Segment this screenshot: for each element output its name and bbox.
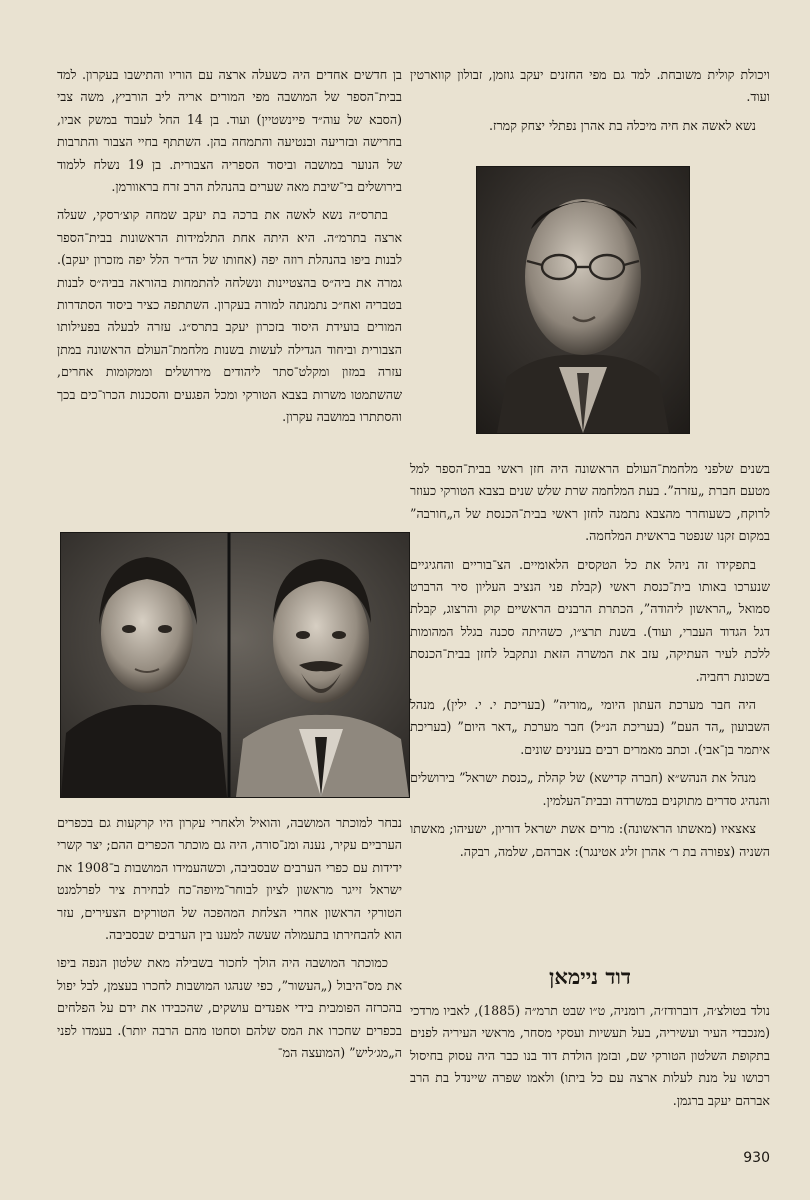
paragraph: בתרס״ה נשא לאשה את ברכה בת יעקב שמחה קוצ׳רסקי, שעלה ארצה בתרמ״ה. היא היתה אחת התלמידות הראשונות בבית־הספר לבנות ביפו בהנהלת רוזה יפה (אחותו של הד״ר הלל יפה מזכרון יעקב). גמרה את ביה״ס בהצטיינות ונשלחה להתמחות בהוראה בביה״ס לבנות בטבריה ואח״כ נתמנתה למורה בעקרון. השתתפה כציר ביסוד הסתדרות המורים בועידת היסוד בזכרון יעקב בתרס״ג. עזרה לבעלה בפעילותו הצבורית וביחוד הגדילה לעשות בשנות מלחמת־העולם הראשונה במתן עזרה במזון ומקלט־סתר ליהודים מירושלים וממקומות אחרים, שהשתמטו משרות בצבא הטורקי ומכל הפגעים והסכנות הכרו־כים בכך והסתתרו במושבה עקרון. [57, 207, 402, 425]
paragraph: מנהל את הנהש״א (חברה קדישא) של קהלת „כנסת ישראל” בירושלים והנהיג סדרים מתוקנים במשרדה ובבית־העלמין. [410, 770, 770, 808]
paragraph: ויכולת קולית משובחת. למד גם מפי החזנים יעקב גוזמן, זבולון קווארטין ועוד. [410, 67, 770, 105]
paragraph: כמוכתר המושבה היה הולך לחכור בשבילה מאת שלטון הנפה ביפו את מס־היבול („העשור”, כפי שנהגו המושבות לחכרו בעצמן, לבל יפול בהכרזה הפומבית בידי אפנדים עושקים, שהכבידו את ידם על הפלחים בכפרים שחכרו את המס שלהם וסחטו מהם הרבה יותר). בעמדו לפני ה„מג׳ליש” (המועצה המ־ [57, 955, 402, 1061]
paragraph: בתפקידו זה ניהל את כל הטקסים הלאומיים. הצ־בוריים והחגיגיים שנערכו באותו בית־כנסת ראשי (קבלת פני הנציב העליון סיר הרברט סמואל „הראשון ליהודה”, הכתרת הרבנים הראשיים קוק והרצוג, קבלת דגל הגדוד העברי, ועוד). בשנת תרצ״ו, כשהיתה סכנה בגלל המהומות ללכת לעיר העתיקה, עזב את המשרה הזאת ונתקבל לחזן בבית־הכנסת בשכונת רחביה. [410, 556, 770, 684]
paragraph: נבחר למוכתר המושבה, והואיל ולאחרי עקרון היו קרקעות גם בכפרים הערביים עקיר, נענה ומנ־סורה, היה גם מוכתר הכפרים ההם; יצר קשרי ידידות עם כפרי הערבים שבסביבה, וכשהעמידו המושבות ב־1908 את ישראל זייגר מראשון לציון לבוחר־מיופה־כח לבחירת ציר לפרלמנט הטורקי הראשון אחרי הצלחת המהפכה של הטורקים הצעירים, עזר הוא להבחירתו בתעמולה שעשה למענו בין הערבים שבסביבה. [57, 815, 402, 943]
paragraph: בן חדשים אחדים היה כשעלה ארצה עם הוריו והתישבו בעקרון. למד בבית־הספר של המושבה מפי המורים אריה ליב הורביץ, משה צבי (הסבא של עוה״ד פיינשטיין) ועוד. בן 14 החל לעבוד במשק אביו, בחרישה ובזריעה ובנטיעה והתמחה בהן. השתתף בחיי הצבור והתרבות של הנוער במושבה וביסוד הספריה הצבורית. בן 19 נשלח ללמוד בירושלים בי־שיבת מאה שערים בהנהלת הרב זרח בראוורמן. [57, 67, 403, 195]
paragraph: נשא לאשה את חיה מיכלה בת אהרן נפתלי יצחק קמרז. [488, 117, 756, 133]
right-column-middle [410, 458, 770, 869]
paragraph: בשנים שלפני מלחמת־העולם הראשונה היה חזן ראשי בבית־הספר למל מטעם חברת „עזרה”. בעת המלחמה שרת שלש שנים בצבא הטורקי כעוזר לרוקח, כשעוחרר מהצבא נתמנה לחזן ראשי בבית־הכנסת של ה„חורבה” במקום זקנו שנפטר בראשית המלחמה. [410, 461, 770, 544]
left-column-bottom [57, 812, 402, 1070]
paragraph: צאצאיו (מאשתו הראשונה): מרים אשת ישראל דוריון, ישעיהו; מאשתו השניה (צפורה בת ר׳ אהרן זליג אטינגר): אברהם, שלמה, רבקה. [410, 821, 770, 859]
page-number: 930 [743, 1150, 770, 1166]
portrait-couple-image [61, 533, 409, 797]
portrait-man-image [477, 167, 689, 433]
paragraph: היה חבר מערכת העתון היומי „מוריה” (בעריכת י. י. ילין), מנהל השבועון „הד העם” (בעריכת הנ״ל) חבר מערכת „דאר היום” (בעריכת איתמר בן־אבי). וכתב מאמרים רבים בענינים שונים. [410, 697, 770, 757]
paragraph: נולד בטולצ׳ה, דוברודז׳ה, רומניה, ט״ו שבט תרמ״ה (1885), לאביו מרדכי (מנכבדי העיר ועשיריה, בעל תעשיות ועסקי מסחר, מראשי העיריה לפנים בתקופת השלטון הטורקי שם, ובזמן הולדת דוד בנו כבר היה עסוק בחיסול רכושו על מנת לעלות ארצה עם כל ביתו) ולאמו שפרה שיינדל בת הרב אברהם יעקב ברגמן. [410, 1003, 771, 1108]
portrait-photo-couple [60, 532, 410, 798]
portrait-photo-man [476, 166, 690, 434]
biography-section [410, 964, 770, 1118]
left-column-top [57, 64, 402, 435]
section-title: דוד ניימאן [548, 964, 631, 989]
right-column-top [410, 64, 770, 143]
